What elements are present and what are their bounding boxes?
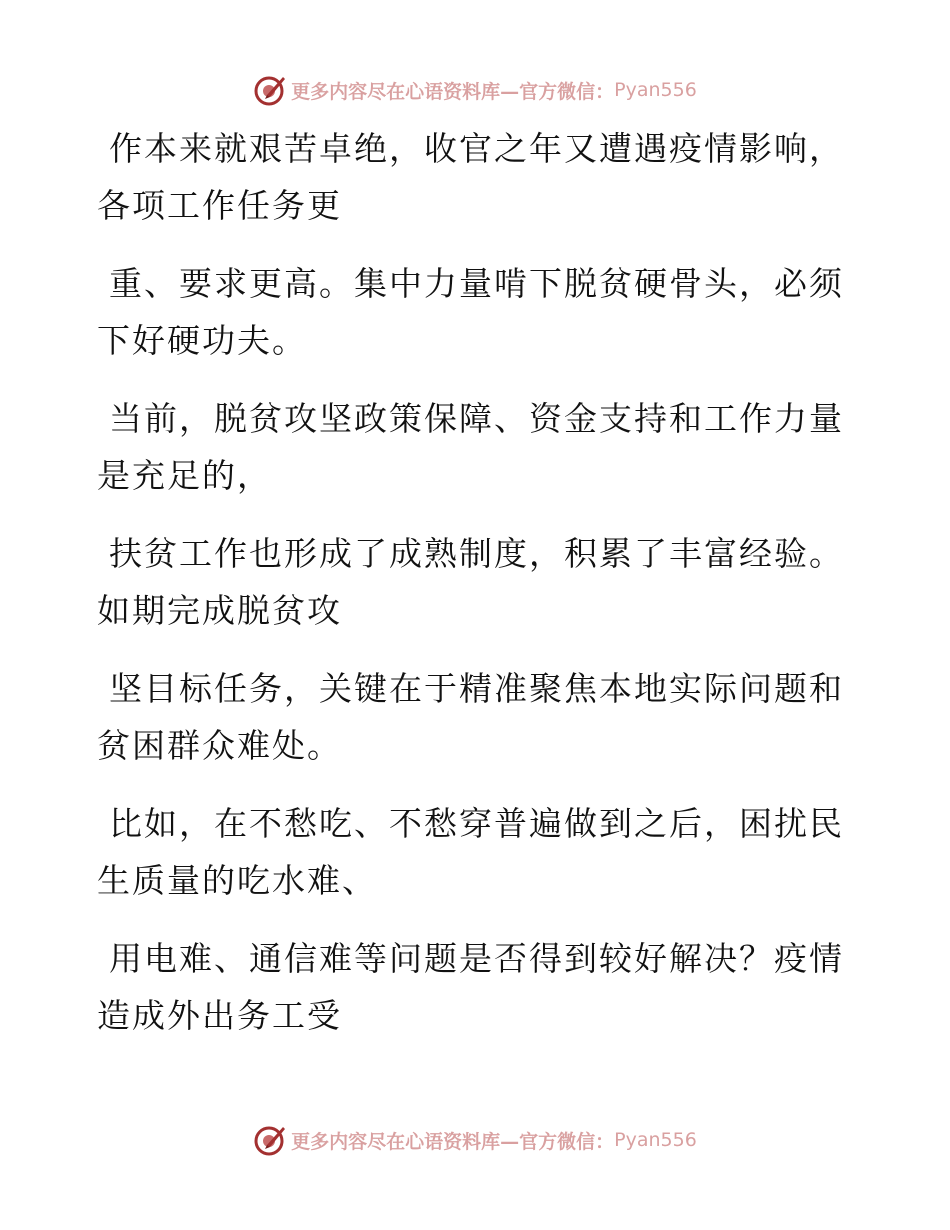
- header-wechat-id: Pyan556: [614, 79, 697, 101]
- paragraph-3: [97, 390, 844, 504]
- paragraph-5: [97, 660, 844, 774]
- paragraph-line: 如期完成脱贫攻: [97, 591, 342, 630]
- pen-logo-icon: [253, 1123, 287, 1157]
- paragraph-line: 坚目标任务，关键在于精准聚焦本地实际问题和: [109, 669, 844, 708]
- paragraph-line: 下好硬功夫。: [97, 321, 307, 360]
- paragraph-line: 重、要求更高。集中力量啃下脱贫硬骨头，必须: [109, 264, 844, 303]
- paragraph-line: 作本来就艰苦卓绝，收官之年又遭遇疫情影响，: [109, 129, 844, 168]
- paragraph-line: 造成外出务工受: [97, 996, 342, 1035]
- paragraph-line: 用电难、通信难等问题是否得到较好解决？疫情: [109, 939, 844, 978]
- paragraph-line: 比如，在不愁吃、不愁穿普遍做到之后，困扰民: [109, 804, 844, 843]
- header-banner-text: 更多内容尽在心语资料库—官方微信：: [291, 80, 615, 103]
- paragraph-line: 当前，脱贫攻坚政策保障、资金支持和工作力量: [109, 399, 844, 438]
- footer-banner-text: 更多内容尽在心语资料库—官方微信：: [291, 1130, 615, 1153]
- paragraph-line: 贫困群众难处。: [97, 726, 342, 765]
- paragraph-6: [97, 795, 844, 909]
- paragraph-line: 各项工作任务更: [97, 186, 342, 225]
- header-banner: [0, 70, 950, 110]
- paragraph-line: 是充足的，: [97, 456, 272, 495]
- paragraph-2: [97, 255, 844, 369]
- pen-logo-icon: [253, 73, 287, 107]
- paragraph-4: [97, 525, 844, 639]
- paragraph-1: [97, 120, 844, 234]
- paragraph-line: 生质量的吃水难、: [97, 861, 377, 900]
- paragraph-7: [97, 930, 844, 1044]
- paragraph-line: 扶贫工作也形成了成熟制度，积累了丰富经验。: [109, 534, 844, 573]
- document-body: [97, 120, 844, 1065]
- footer-banner: [0, 1120, 950, 1160]
- footer-wechat-id: Pyan556: [614, 1129, 697, 1151]
